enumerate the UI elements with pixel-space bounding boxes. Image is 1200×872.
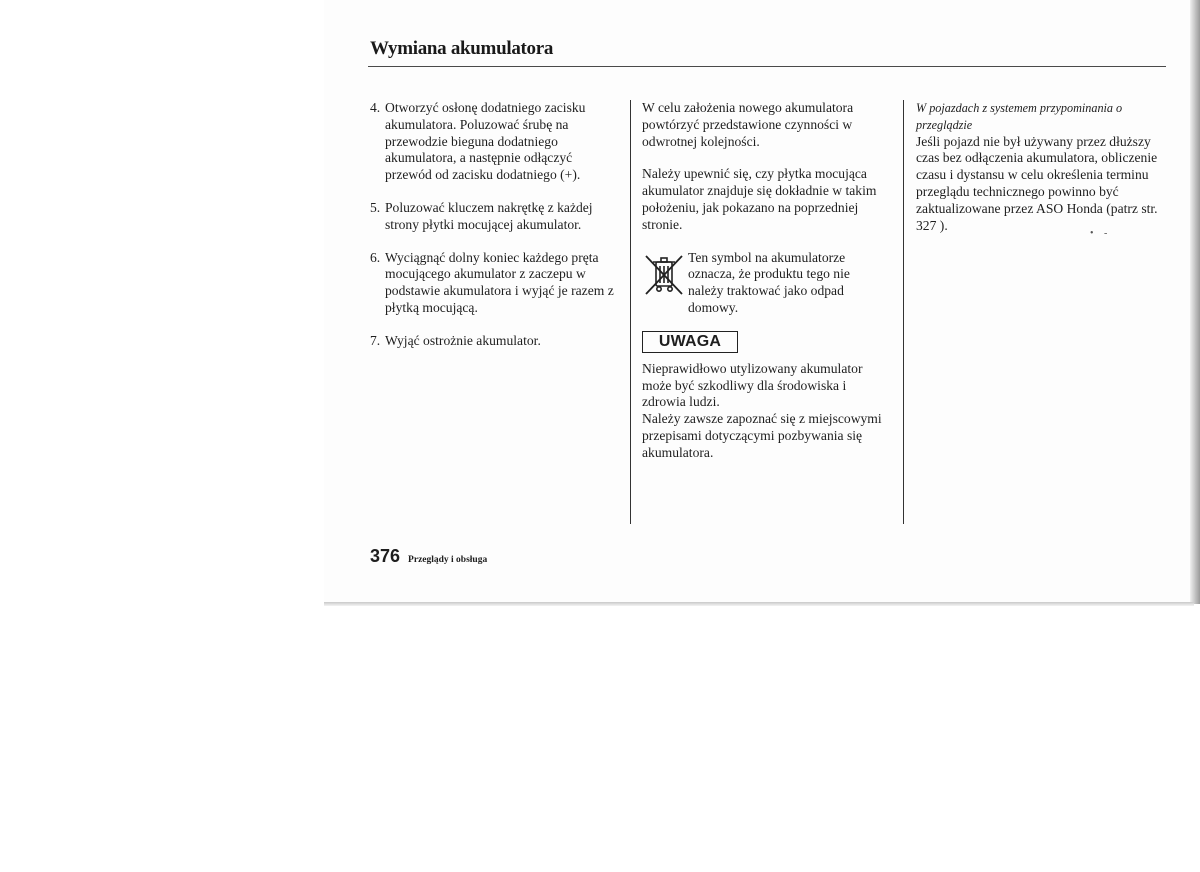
column-steps <box>370 100 620 366</box>
install-paragraph: W celu założenia nowego akumulatora powtórzyć przedstawione czynności w odwrotnej kolejności. <box>642 100 854 149</box>
page-title: Wymiana akumulatora <box>370 38 554 59</box>
footer-section-label: Przeglądy i obsługa <box>408 555 488 565</box>
crossed-bin-icon <box>642 252 686 298</box>
column-installation <box>642 100 888 462</box>
service-reminder-heading: W pojazdach z systemem przypominania o przeglądzie <box>916 101 1123 132</box>
warning-text: Należy zawsze zapoznać się z miejscowymi przepisami dotyczącymi pozbywania się akumulatora. <box>642 411 882 460</box>
page-number: 376 <box>370 546 401 566</box>
page-bottom-edge <box>324 602 1194 606</box>
page-footer <box>370 546 487 567</box>
step-text: Wyciągnąć dolny koniec każdego pręta mocującego akumulator z zaczepu w podstawie akumulatora i wyjąć je razem z płytką mocującą. <box>385 249 614 315</box>
step-text: Poluzować kluczem nakrętkę z każdej strony płytki mocującej akumulator. <box>385 199 593 232</box>
warning-badge <box>642 331 738 353</box>
step-number: 6. <box>370 249 381 265</box>
step-number: 5. <box>370 199 381 215</box>
recycle-text: Ten symbol na akumulatorze oznacza, że produktu tego nie należy traktować jako odpad domowy. <box>688 249 850 315</box>
manual-page <box>324 0 1200 604</box>
title-rule <box>368 66 1166 67</box>
page-binding-shadow <box>1190 0 1200 604</box>
step-item <box>370 200 620 234</box>
recycle-notice <box>642 250 888 317</box>
step-number: 4. <box>370 100 381 115</box>
column-divider <box>630 100 631 524</box>
install-check-paragraph: Należy upewnić się, czy płytka mocująca akumulator znajduje się dokładnie w takim położeniu, jak pokazano na poprzedniej stronie. <box>642 166 877 232</box>
warning-text: Nieprawidłowo utylizowany akumulator może być szkodliwy dla środowiska i zdrowia ludzi. <box>642 360 863 410</box>
service-reminder-text: Jeśli pojazd nie był używany przez dłuższy czas bez odłączenia akumulatora, obliczenie czasu i dystansu w celu określenia terminu przeglądu technicznego powinno być zaktualizowane przez ASO Honda (patrz str. 327 ). <box>916 133 1158 233</box>
step-number: 7. <box>370 332 381 348</box>
step-text: Otworzyć osłonę dodatniego zacisku akumulatora. Poluzować śrubę na przewodzie bieguna dodatniego akumulatora, a następnie odłączyć przewód od zacisku dodatniego (+). <box>385 100 586 183</box>
warning-label: UWAGA <box>658 332 722 350</box>
step-item <box>370 333 620 350</box>
step-item <box>370 100 620 184</box>
stray-marks: • - <box>1090 228 1112 239</box>
column-service-reminder <box>916 100 1168 234</box>
step-item <box>370 250 620 317</box>
step-text: Wyjąć ostrożnie akumulator. <box>385 332 541 348</box>
column-divider <box>903 100 904 524</box>
